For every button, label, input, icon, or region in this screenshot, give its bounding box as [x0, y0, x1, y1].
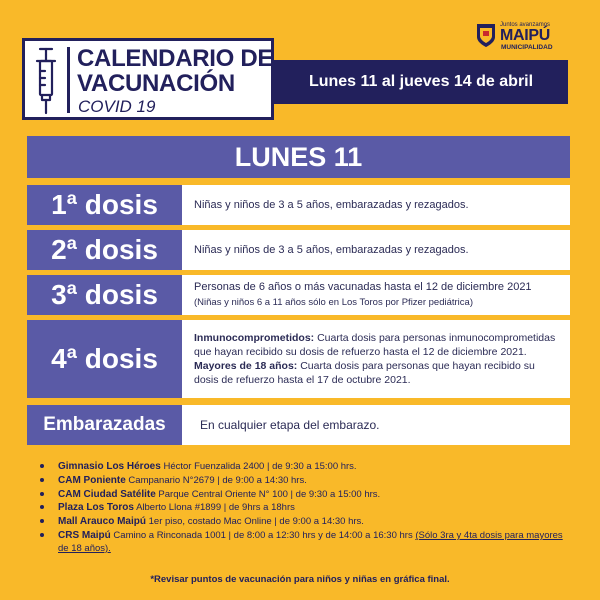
location-list [40, 460, 570, 556]
dose-description [182, 185, 570, 225]
day-banner: LUNES 11 [27, 136, 570, 178]
location-name: Mall Arauco Maipú [58, 516, 146, 528]
title-box [22, 38, 274, 120]
dose-label: Embarazadas [27, 405, 182, 445]
location-detail: Héctor Fuenzalida 2400 | de 9:30 a 15:00 hrs. [160, 461, 357, 472]
list-item [40, 501, 570, 515]
location-name: Gimnasio Los Héroes [58, 461, 161, 472]
location-detail: Camino a Rinconada 1001 | de 8:00 a 12:30 hrs y de 14:00 a 16:30 hrs [110, 530, 416, 542]
title-divider [67, 47, 70, 113]
title-line-2: VACUNACIÓN [77, 70, 235, 97]
location-detail: 1er piso, costado Mac Online | de 9:00 a 14:30 hrs. [145, 516, 364, 528]
location-name: CAM Ciudad Satélite [58, 488, 156, 500]
date-range-banner: Lunes 11 al jueves 14 de abril [274, 60, 568, 104]
dose-text: Personas de 6 años o más vacunadas hasta el 12 de diciembre 2021 [194, 281, 532, 294]
list-item [40, 515, 570, 529]
group-title: Inmunocomprometidos: [194, 331, 315, 344]
location-detail: Parque Central Oriente N° 100 | de 9:30 a 15:00 hrs. [155, 488, 381, 500]
location-name: Plaza Los Toros [58, 502, 134, 514]
location-name: CRS Maipú [58, 530, 111, 542]
bullet-icon [40, 505, 44, 509]
dose-description [182, 320, 570, 398]
dose-text: En cualquier etapa del embarazo. [200, 417, 380, 432]
location-note: (Sólo 3ra y 4ta dosis para mayores de 18 años). [58, 530, 563, 554]
dose-row-4 [27, 320, 570, 398]
dose-text: Niñas y niños de 3 a 5 años, embarazadas y rezagados. [194, 243, 469, 256]
group-title: Mayores de 18 años: [194, 360, 298, 372]
logo-name: MAIPÚ [500, 27, 551, 44]
group-text: Cuarta dosis para personas inmunocomprometidas que hayan recibido su dosis de refuerzo hasta el 12 de diciembre 2021. [194, 331, 556, 358]
title-line-1: CALENDARIO DE [77, 45, 274, 72]
dose-label: 4ª dosis [27, 320, 182, 398]
dose-label: 2ª dosis [27, 230, 182, 270]
dose-description [182, 275, 570, 315]
logo-subtitle: MUNICIPALIDAD [501, 44, 553, 51]
dose-description [182, 405, 570, 445]
bullet-icon [40, 492, 44, 496]
dose-row-2 [27, 230, 570, 270]
bullet-icon [40, 533, 44, 537]
syringe-icon [31, 47, 61, 115]
list-item [40, 460, 570, 474]
footnote: *Revisar puntos de vacunación para niños y niñas en gráfica final. [150, 574, 450, 585]
location-detail: Alberto Llona #1899 | de 9hrs a 18hrs [133, 502, 295, 514]
location-detail: Campanario N°2679 | de 9:00 a 14:30 hrs. [125, 474, 307, 486]
dose-label: 3ª dosis [27, 275, 182, 315]
list-item [40, 474, 570, 488]
dose-row-3 [27, 275, 570, 315]
dose-row-1 [27, 185, 570, 225]
logo-tagline: Juntos avanzamos [500, 22, 551, 28]
dose-label: 1ª dosis [27, 185, 182, 225]
dose-note: (Niñas y niños 6 a 11 años sólo en Los Toros por Pfizer pediátrica) [194, 297, 473, 308]
location-name: CAM Poniente [58, 474, 126, 486]
list-item [40, 488, 570, 502]
bullet-icon [40, 478, 44, 482]
title-line-3: COVID 19 [78, 97, 156, 116]
bullet-icon [40, 519, 44, 523]
bullet-icon [40, 464, 44, 468]
shield-icon [476, 22, 496, 48]
list-item [40, 529, 570, 556]
maipu-logo [476, 22, 576, 54]
dose-description [182, 230, 570, 270]
dose-text: Niñas y niños de 3 a 5 años, embarazadas y rezagados. [194, 198, 469, 211]
group-text: Cuarta dosis para personas que hayan recibido su dosis de refuerzo hasta el 17 de octubre 2021. [194, 360, 535, 387]
dose-row-pregnant [27, 405, 570, 445]
